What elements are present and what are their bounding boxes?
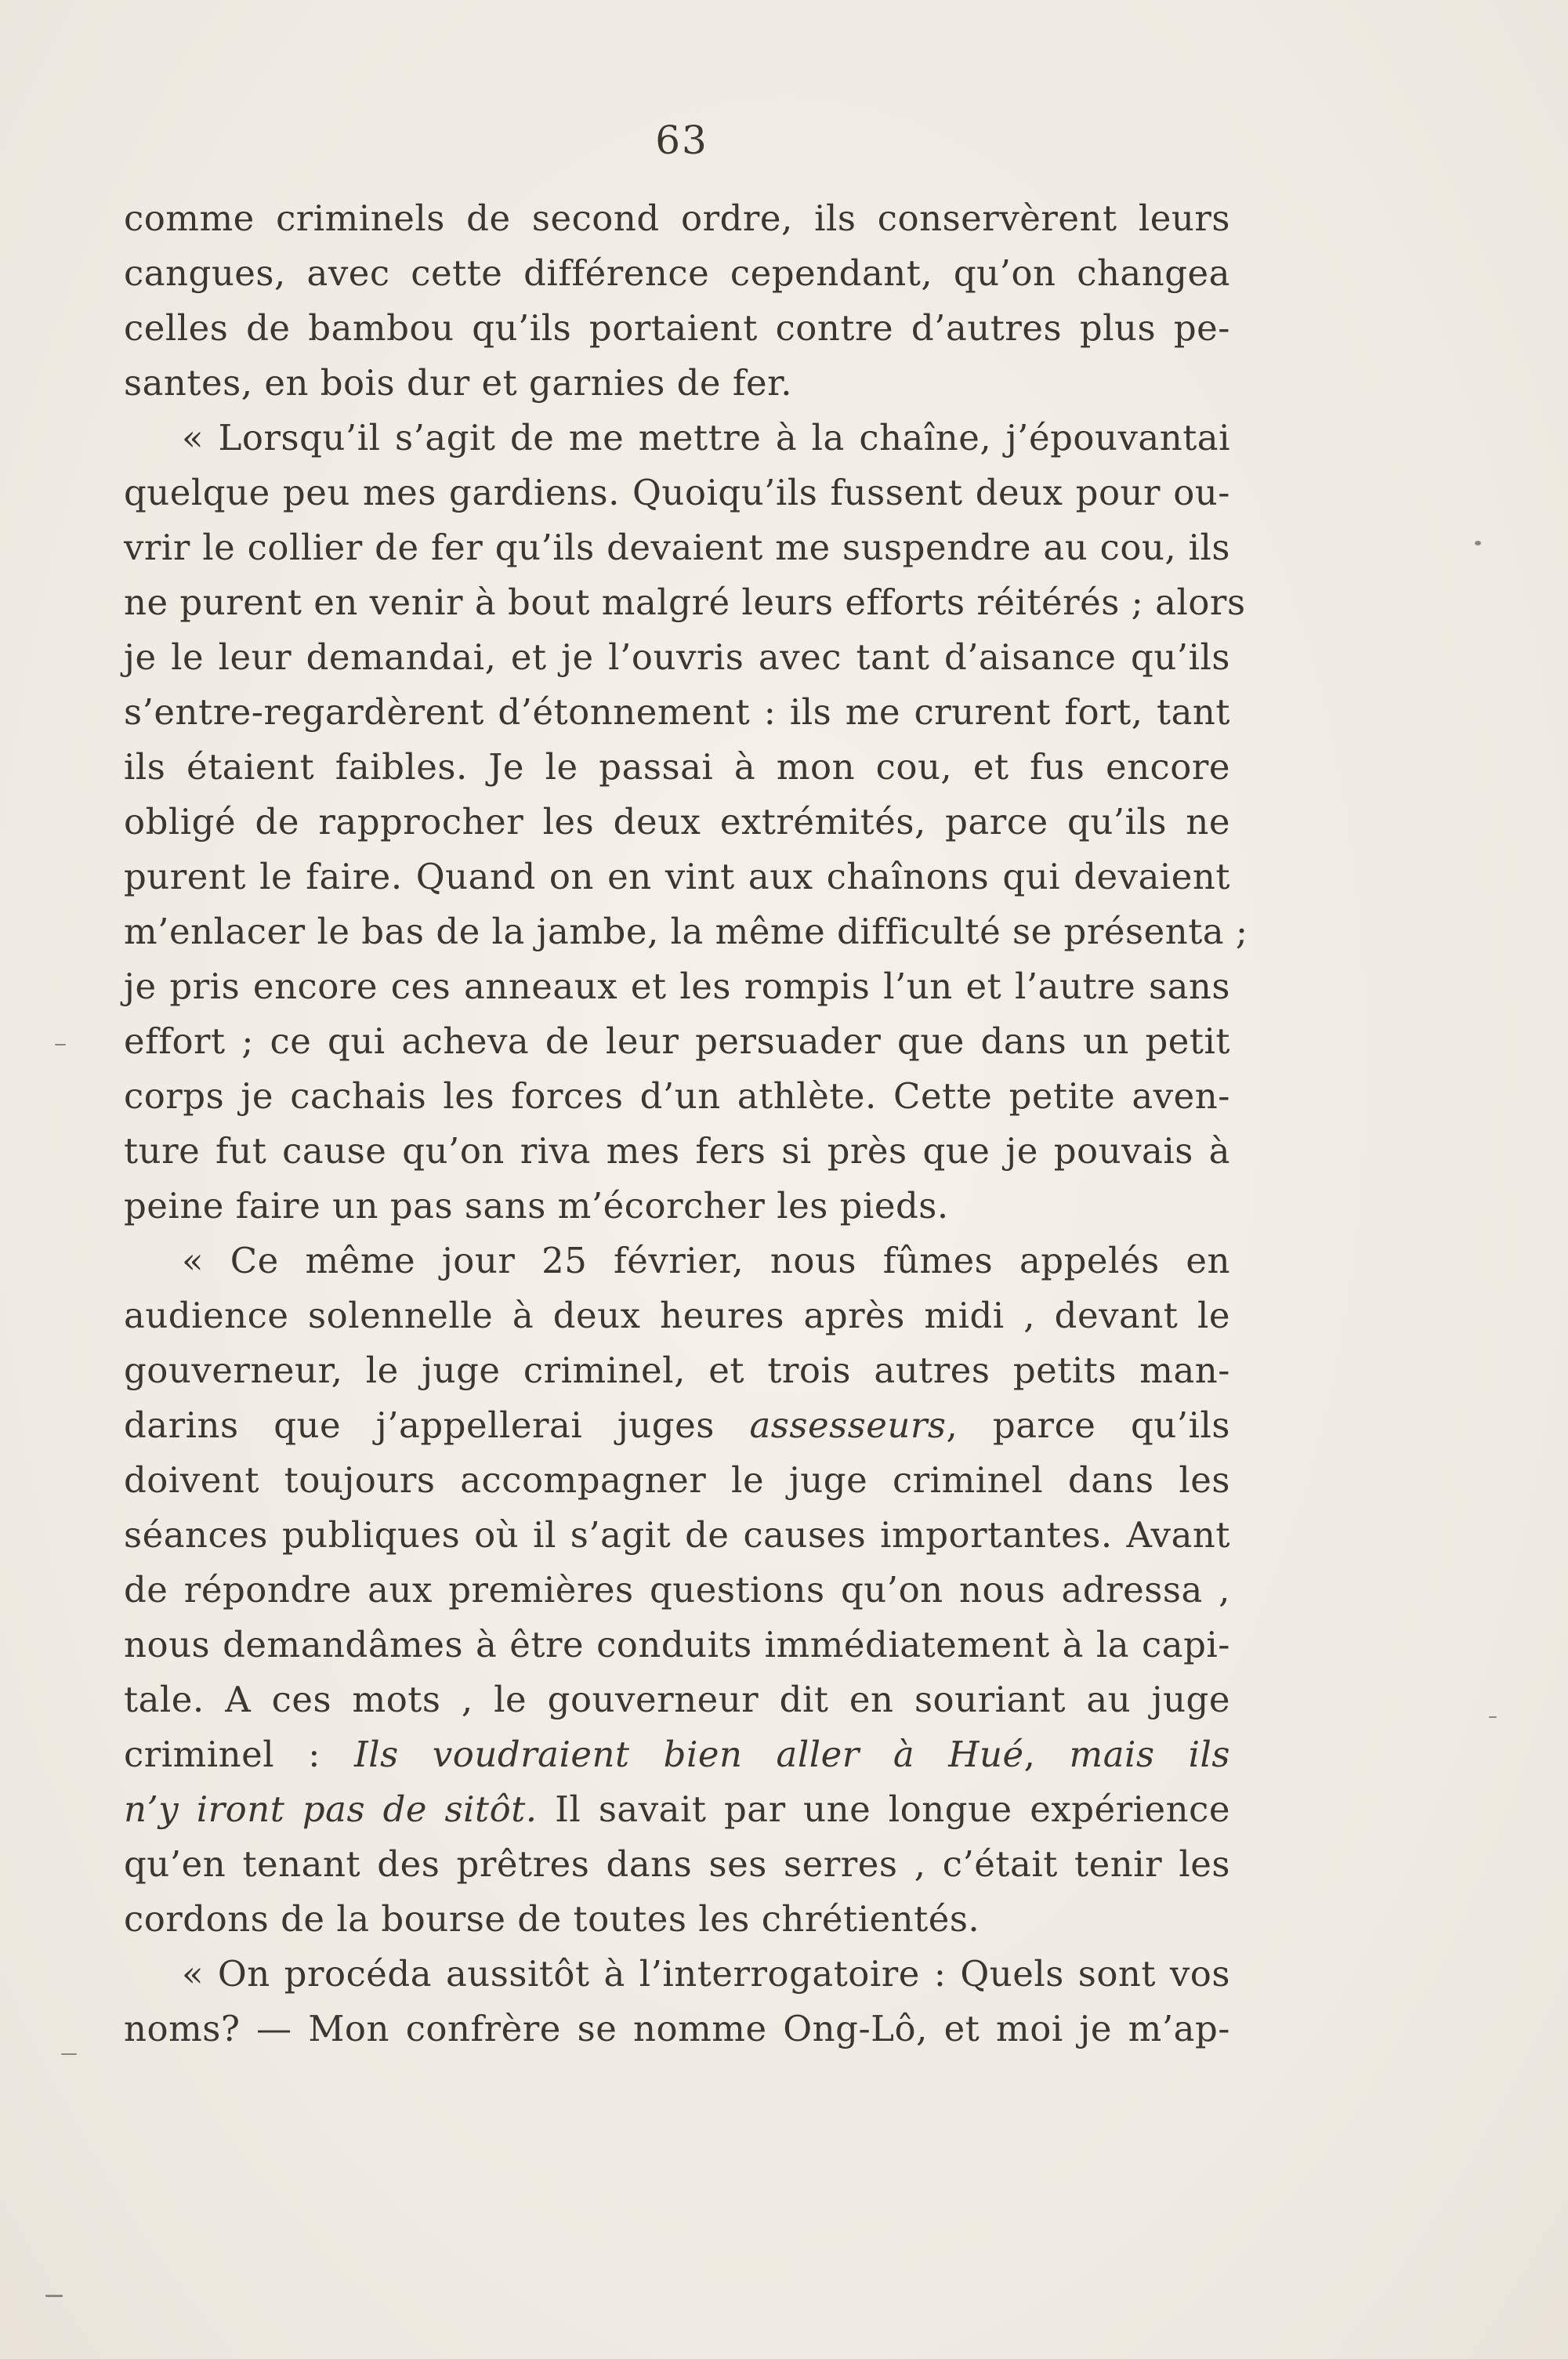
- text-line: [124, 2002, 1230, 2056]
- text-line: [124, 1453, 1230, 1508]
- text-run: ,: [1023, 1734, 1070, 1775]
- text-line: [124, 1234, 1230, 1288]
- text-run: qu’en tenant des prêtres dans ses serres , c’était tenir les: [124, 1843, 1230, 1885]
- text-run: , parce qu’ils: [946, 1404, 1230, 1446]
- text-run: m’enlacer le bas de la jambe, la même difficulté se présenta ;: [124, 911, 1248, 952]
- text-line: [124, 1069, 1230, 1124]
- text-run: santes, en bois dur et garnies de fer.: [124, 362, 792, 404]
- text-run: quelque peu mes gardiens. Quoiqu’ils fussent deux pour ou-: [124, 472, 1230, 513]
- text-line: [124, 1563, 1230, 1618]
- text-line: [124, 1014, 1230, 1069]
- page-number: 63: [655, 118, 708, 163]
- text-run: gouverneur, le juge criminel, et trois autres petits man-: [124, 1350, 1230, 1391]
- italic-text: assesseurs: [749, 1404, 947, 1446]
- text-line: [124, 246, 1230, 301]
- italic-text: Ils voudraient bien aller à Hué: [354, 1734, 1024, 1775]
- text-line: [124, 191, 1230, 246]
- text-line: [124, 1618, 1230, 1672]
- text-line: [124, 1343, 1230, 1398]
- text-run: audience solennelle à deux heures après midi , devant le: [124, 1295, 1230, 1336]
- text-run: tale. A ces mots , le gouverneur dit en souriant au juge: [124, 1679, 1230, 1720]
- text-line: [124, 959, 1230, 1014]
- text-run: ture fut cause qu’on riva mes fers si près que je pouvais à: [124, 1130, 1230, 1172]
- text-line: [124, 850, 1230, 904]
- text-line: [124, 1124, 1230, 1179]
- text-line: [124, 1672, 1230, 1727]
- text-line: [124, 795, 1230, 850]
- text-run: noms? — Mon confrère se nomme Ong-Lô, et moi je m’ap-: [124, 2008, 1230, 2049]
- paper-speck: [55, 1044, 66, 1045]
- text-line: [124, 1837, 1230, 1892]
- text-line: [124, 411, 1230, 466]
- text-line: [124, 685, 1230, 740]
- text-line: [124, 466, 1230, 520]
- text-line: [124, 1892, 1230, 1947]
- text-line: [124, 1508, 1230, 1563]
- body-text: [124, 191, 1248, 2056]
- text-line: [124, 520, 1230, 575]
- text-run: darins que j’appellerai juges: [124, 1404, 750, 1446]
- text-run: séances publiques où il s’agit de causes importantes. Avant: [124, 1514, 1230, 1556]
- text-run: vrir le collier de fer qu’ils devaient me suspendre au cou, ils: [124, 527, 1230, 568]
- text-run: « Lorsqu’il s’agit de me mettre à la chaîne, j’épouvantai: [182, 417, 1230, 458]
- paper-speck: [61, 2053, 77, 2055]
- text-run: peine faire un pas sans m’écorcher les pieds.: [124, 1185, 949, 1227]
- paper-speck: [45, 2295, 63, 2297]
- text-run: ils étaient faibles. Je le passai à mon cou, et fus encore: [124, 746, 1230, 788]
- text-line: [124, 1288, 1230, 1343]
- text-run: s’entre-regardèrent d’étonnement : ils me crurent fort, tant: [124, 691, 1230, 733]
- text-run: corps je cachais les forces d’un athlète. Cette petite aven-: [124, 1075, 1230, 1117]
- text-run: je le leur demandai, et je l’ouvris avec tant d’aisance qu’ils: [124, 636, 1230, 678]
- text-run: effort ; ce qui acheva de leur persuader que dans un petit: [124, 1020, 1230, 1062]
- text-run: je pris encore ces anneaux et les rompis l’un et l’autre sans: [124, 966, 1230, 1007]
- text-line: [124, 740, 1230, 795]
- text-run: ne purent en venir à bout malgré leurs efforts réitérés ; alors: [124, 582, 1246, 623]
- text-run: doivent toujours accompagner le juge criminel dans les: [124, 1459, 1230, 1501]
- text-run: nous demandâmes à être conduits immédiatement à la capi-: [124, 1624, 1230, 1665]
- text-run: « Ce même jour 25 février, nous fûmes appelés en: [182, 1240, 1230, 1281]
- text-run: celles de bambou qu’ils portaient contre d’autres plus pe-: [124, 307, 1230, 349]
- paper-speck: [1489, 1716, 1497, 1718]
- text-line: [124, 1179, 1230, 1234]
- text-line: [124, 301, 1230, 356]
- italic-text: n’y iront pas de sitôt.: [124, 1788, 538, 1830]
- text-run: de répondre aux premières questions qu’on nous adressa ,: [124, 1569, 1230, 1611]
- text-run: cordons de la bourse de toutes les chrétientés.: [124, 1898, 980, 1940]
- text-run: comme criminels de second ordre, ils conservèrent leurs: [124, 197, 1230, 239]
- text-line: [124, 575, 1246, 630]
- paper-speck: [1475, 541, 1481, 545]
- text-line: [124, 356, 1230, 411]
- text-run: purent le faire. Quand on en vint aux chaînons qui devaient: [124, 856, 1230, 897]
- text-line: [124, 1782, 1230, 1837]
- text-run: cangues, avec cette différence cependant, qu’on changea: [124, 252, 1230, 294]
- text-run: Il savait par une longue expérience: [537, 1788, 1230, 1830]
- text-run: « On procéda aussitôt à l’interrogatoire : Quels sont vos: [182, 1953, 1230, 1995]
- italic-text: mais ils: [1069, 1734, 1230, 1775]
- text-line: [124, 1398, 1230, 1453]
- text-run: obligé de rapprocher les deux extrémités, parce qu’ils ne: [124, 801, 1230, 842]
- text-line: [124, 1947, 1230, 2002]
- text-line: [124, 1727, 1230, 1782]
- text-run: criminel :: [124, 1734, 354, 1775]
- text-line: [124, 630, 1230, 685]
- text-line: [124, 904, 1248, 959]
